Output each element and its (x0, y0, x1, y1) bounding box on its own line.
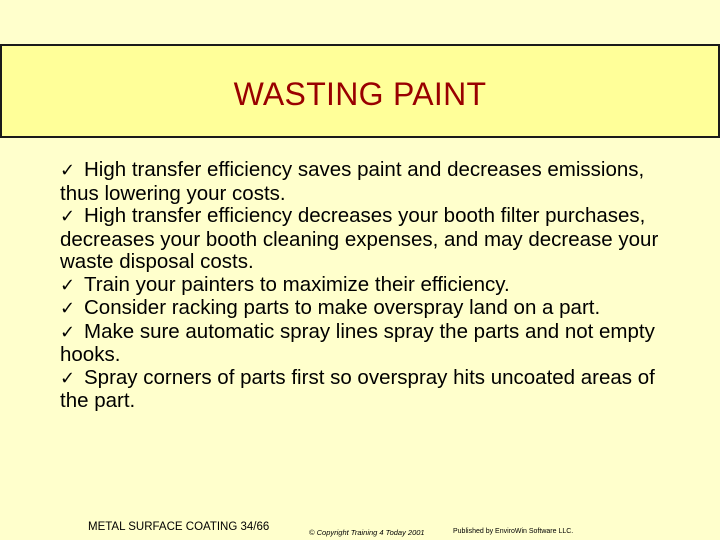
footer-course-page: METAL SURFACE COATING 34/66 (88, 521, 270, 533)
title-box (0, 44, 720, 138)
check-icon: ✓ (60, 274, 76, 296)
bullet-text: Spray corners of parts first so overspray hits uncoated areas of the part. (60, 365, 655, 412)
bullet-item (60, 205, 670, 274)
bullet-text: High transfer efficiency saves paint and decreases emissions, thus lowering your costs. (60, 158, 645, 205)
check-icon: ✓ (60, 321, 76, 343)
bullet-item (60, 159, 670, 205)
bullet-text: Make sure automatic spray lines spray the parts and not empty hooks. (60, 319, 655, 366)
bullet-item (60, 274, 670, 298)
check-icon: ✓ (60, 160, 76, 181)
check-icon: ✓ (60, 206, 76, 227)
bullet-item (60, 297, 670, 321)
bullet-text: Train your painters to maximize their efficiency. (84, 272, 510, 296)
bullet-text: High transfer efficiency decreases your booth filter purchases, decreases your booth cleaning expenses, and may decrease your waste disposal costs. (60, 204, 659, 273)
check-icon: ✓ (60, 298, 76, 319)
bullet-item (60, 321, 670, 367)
footer-publisher: Published by EnviroWin Software LLC. (453, 528, 574, 535)
footer-copyright: © Copyright Training 4 Today 2001 (309, 528, 425, 537)
slide-title: WASTING PAINT (233, 76, 487, 112)
bullet-item (60, 367, 670, 413)
bullet-text: Consider racking parts to make overspray land on a part. (84, 296, 601, 319)
bullet-list (60, 159, 670, 413)
check-icon: ✓ (60, 367, 76, 389)
